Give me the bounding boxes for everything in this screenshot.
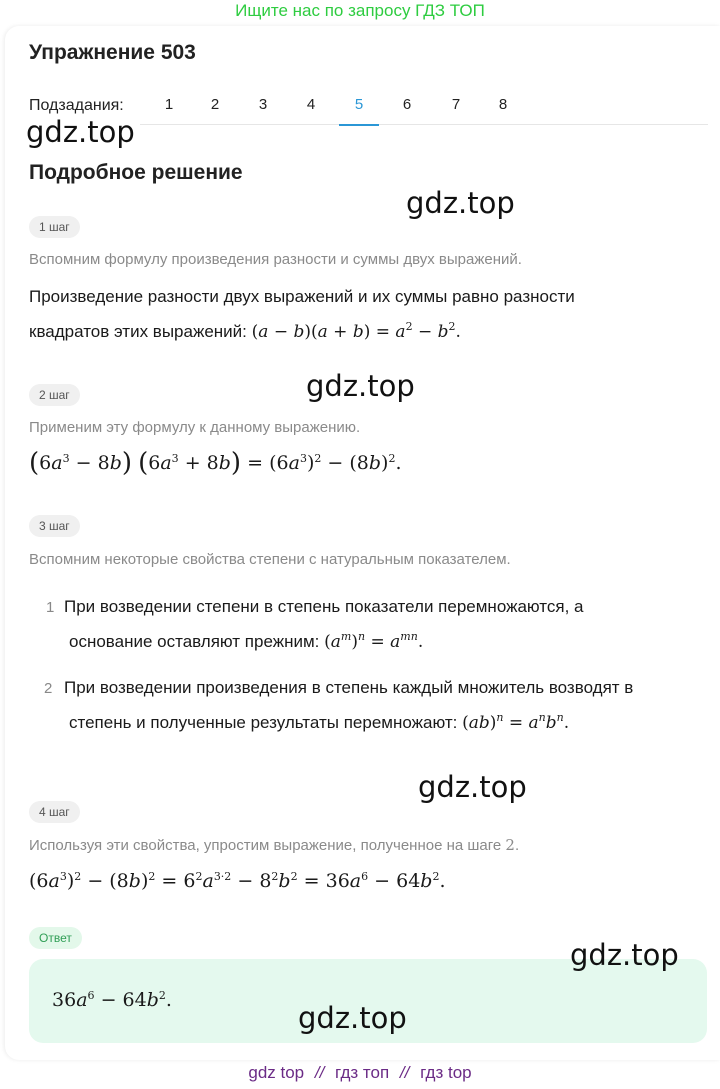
subtask-tab-1[interactable]: 1 — [164, 96, 174, 113]
watermark-5: gdz.top — [570, 938, 679, 972]
step-2-hint: Применим эту формулу к данному выражению. — [29, 419, 361, 436]
property-1-line2-label: основание оставляют прежним: — [69, 632, 320, 651]
step-2-formula: $(6a^3 - 8b) (6a^3 + 8b) = (6a^3)^2 - (8b)^2$. — [29, 448, 402, 478]
subtask-tab-4[interactable]: 4 — [306, 96, 316, 113]
property-2-number: 2 — [44, 680, 53, 697]
property-1-line2 — [69, 627, 423, 657]
step-1-text-line1: Произведение разности двух выражений и их суммы равно разности — [29, 287, 575, 306]
step-2-badge: 2 шаг — [29, 384, 80, 406]
step-4-hint-text: Используя эти свойства, упростим выражение, полученное на шаге — [29, 837, 502, 854]
footer-separator-1: // — [314, 1063, 325, 1082]
step-3-badge: 3 шаг — [29, 515, 80, 537]
tabs-divider — [140, 124, 708, 125]
page-title: Упражнение 503 — [29, 41, 196, 64]
property-1-formula: $(a^m)^n = a^{mn}$. — [324, 630, 424, 652]
watermark-6: gdz.top — [298, 1001, 407, 1035]
subtask-tab-2[interactable]: 2 — [210, 96, 220, 113]
step-1-text-line2 — [29, 317, 461, 347]
search-banner: Ищите нас по запросу ГДЗ ТОП — [235, 1, 485, 20]
watermark-3: gdz.top — [306, 369, 415, 403]
section-title: Подробное решение — [29, 161, 243, 184]
property-2-line1: При возведении произведения в степень каждый множитель возводят в — [64, 678, 634, 697]
subtask-tab-3[interactable]: 3 — [258, 96, 268, 113]
footer-separator-2: // — [399, 1063, 410, 1082]
step-3-hint: Вспомним некоторые свойства степени с натуральным показателем. — [29, 551, 511, 568]
subtask-tab-8[interactable]: 8 — [498, 96, 508, 113]
subtasks-label: Подзадания: — [29, 97, 124, 114]
property-2-formula: $(ab)^n = a^nb^n$. — [462, 711, 570, 733]
subtask-tab-5-active[interactable]: 5 — [339, 92, 379, 126]
step-4-hint: Используя эти свойства, упростим выражение, полученное на шаге 2. — [29, 836, 520, 854]
property-2-line2-label: степень и полученные результаты перемножают: — [69, 713, 458, 732]
footer-link-1[interactable]: gdz top — [248, 1063, 305, 1082]
watermark-1: gdz.top — [26, 115, 135, 149]
step-1-formula: $(a - b)(a + b) = a^2 - b^2$. — [251, 320, 461, 342]
property-1-number: 1 — [46, 599, 55, 616]
watermark-4: gdz.top — [418, 770, 527, 804]
step-1-hint: Вспомним формулу произведения разности и суммы двух выражений. — [29, 251, 522, 268]
property-2-line2 — [69, 708, 569, 738]
step-1-badge: 1 шаг — [29, 216, 80, 238]
step-1-text-line2-label: квадратов этих выражений: — [29, 322, 247, 341]
property-1-line1: При возведении степени в степень показатели перемножаются, а — [64, 597, 584, 616]
watermark-2: gdz.top — [406, 186, 515, 220]
step-4-formula: $(6a^3)^2 - (8b)^2 = 6^2a^{3\cdot 2} - 8^2b^2 = 36a^6 - 64b^2$. — [29, 870, 446, 892]
subtask-tab-7[interactable]: 7 — [451, 96, 461, 113]
subtask-tab-6[interactable]: 6 — [402, 96, 412, 113]
step-4-hint-ref: 2 — [505, 836, 515, 854]
answer-formula: $36a^6 - 64b^2$. — [52, 989, 172, 1011]
step-4-badge: 4 шаг — [29, 801, 80, 823]
footer-links — [0, 1063, 720, 1083]
footer-link-3[interactable]: гдз top — [420, 1063, 472, 1082]
footer-link-2[interactable]: гдз топ — [335, 1063, 390, 1082]
answer-badge: Ответ — [29, 927, 82, 949]
